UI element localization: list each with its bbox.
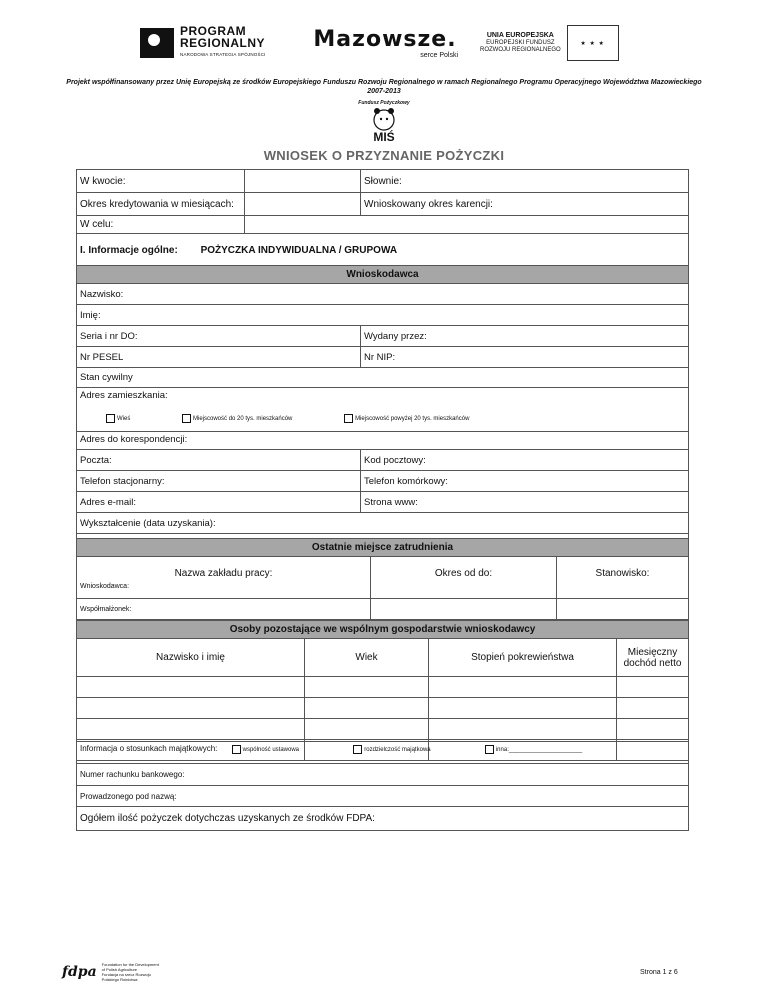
postal-code-field[interactable] [361,450,689,471]
household-name-cell[interactable] [77,698,305,719]
property-bank-table [76,741,689,831]
address-field[interactable] [77,388,689,432]
general-info-label: I. Informacje ogólne: [80,244,178,256]
email-label: Adres e-mail: [80,496,136,508]
col-income-line2: dochód netto [623,657,682,669]
fdpa-logo-text-1: Foundation for the Development [101,962,159,967]
mazowsze-logo [290,27,480,59]
household-name-cell[interactable] [77,677,305,698]
surname-field[interactable] [77,284,689,305]
amount-field[interactable] [245,170,361,193]
cb-village-label: Wieś [117,416,131,423]
loan-request-table [76,169,689,267]
household-band: Osoby pozostające we wspólnym gospodarstwie wnioskodawcy [77,621,689,639]
landline-field[interactable] [77,471,361,492]
amount-words-field[interactable] [361,170,689,193]
surname-label: Nazwisko: [80,288,124,300]
household-income-cell[interactable] [617,677,689,698]
name-label: Imię: [80,309,101,321]
held-under-field[interactable] [77,786,689,807]
program-logo-line1: PROGRAM [180,24,247,38]
marital-status-field[interactable] [77,368,689,388]
corr-address-label: Adres do korespondencji: [80,434,188,445]
household-table [76,620,689,761]
marital-status-label: Stan cywilny [80,372,133,383]
household-income-cell[interactable] [617,698,689,719]
amount-label: W kwocie: [77,170,245,193]
col-age: Wiek [305,639,429,677]
pesel-label: Nr PESEL [80,351,124,363]
household-name-cell[interactable] [77,719,305,740]
program-regionalny-logo [140,25,290,61]
www-label: Strona www: [364,496,418,508]
issued-by-label: Wydany przez: [364,330,427,342]
spouse-position-field[interactable] [557,599,689,620]
program-logo-line2: REGIONALNY [180,36,266,50]
fdpa-logo-mark: fdpa [62,964,97,980]
household-relation-cell[interactable] [429,677,617,698]
household-age-cell[interactable] [305,677,429,698]
program-flag-icon [140,28,174,58]
cb-other[interactable] [485,747,582,753]
page-title: WNIOSEK O PRZYZNANIE POŻYCZKI [263,148,505,163]
eu-logo [480,25,620,61]
col-name: Nazwisko i imię [77,639,305,677]
postal-code-label: Kod pocztowy: [364,454,426,466]
checkbox-icon [485,745,494,754]
period-field[interactable] [245,193,361,216]
checkbox-icon [232,745,241,754]
checkbox-icon [182,414,191,423]
cb-large-town[interactable] [344,416,469,422]
checkbox-icon [344,414,353,423]
mis-logo-name: MIŚ [373,130,395,144]
cb-small-town[interactable] [182,416,292,422]
fdpa-logo [62,962,159,982]
post-label: Poczta: [80,454,112,466]
id-doc-field[interactable] [77,326,361,347]
household-age-cell[interactable] [305,719,429,740]
locality-options [80,414,685,423]
table-row [77,698,689,719]
nip-label: Nr NIP: [364,351,396,363]
loans-total-label: Ogółem ilość pożyczek dotychczas uzyskanych ze środków FDPA: [80,813,375,824]
table-row [77,719,689,740]
cb-small-town-label: Miejscowość do 20 tys. mieszkańców [193,416,293,423]
name-field[interactable] [77,305,689,326]
fdpa-logo-text-4: Polskiego Rolnictwa [101,977,138,982]
fdpa-logo-text-3: Fundacja na rzecz Rozwoju [101,972,151,977]
page-number: Strona 1 z 6 [640,969,678,976]
col-income [617,639,689,677]
col-workplace: Nazwa zakładu pracy: [77,557,371,581]
fdpa-logo-text-2: of Polish Agriculture [101,967,138,972]
program-logo-line3: NARODOWA STRATEGIA SPÓJNOŚCI [180,52,266,57]
mazowsze-logo-sub: serce Polski [420,52,458,59]
grace-period-field[interactable] [361,193,689,216]
cb-joint-label: wspólność ustawowa [242,747,300,753]
col-relation: Stopień pokrewieństwa [429,639,617,677]
purpose-label: W celu: [77,216,245,234]
cb-joint[interactable] [232,747,299,753]
employment-band: Ostatnie miejsce zatrudnienia [77,539,689,557]
mazowsze-logo-main: Mazowsze. [313,27,457,52]
applicant-workplace-field[interactable] [77,581,371,599]
amount-words-label: Słownie: [364,175,402,187]
cb-other-label: inna:______________________ [495,747,583,753]
household-relation-cell[interactable] [429,698,617,719]
address-label: Adres zamieszkania: [80,390,168,401]
eu-flag-icon: ★ ★ ★ [567,25,619,61]
education-label: Wykształcenie (data uzyskania): [80,517,216,529]
applicant-period-field[interactable] [371,581,557,599]
project-note [60,78,708,96]
landline-label: Telefon stacjonarny: [80,475,165,487]
corr-address-field[interactable] [77,432,689,450]
grace-period-label: Wnioskowany okres karencji: [364,198,493,210]
eu-logo-line2: EUROPEJSKI FUNDUSZ [486,40,555,46]
applicant-table [76,265,689,555]
email-field[interactable] [77,492,361,513]
col-income-line1: Miesięczny [627,646,678,658]
property-row [77,742,689,764]
loan-type-label: POŻYCZKA INDYWIDUALNA / GRUPOWA [200,244,398,256]
project-note-years: 2007-2013 [367,88,401,95]
household-relation-cell[interactable] [429,719,617,740]
checkbox-icon [353,745,362,754]
mis-logo-arc: Fundusz Pożyczkowy [358,100,410,106]
row-spouse-label: Współmałżonek: [80,605,132,613]
household-age-cell[interactable] [305,698,429,719]
nip-field[interactable] [361,347,689,368]
pesel-field[interactable] [77,347,361,368]
post-field[interactable] [77,450,361,471]
table-row [77,677,689,698]
property-label: Informacja o stosunkach majątkowych: [80,744,218,753]
held-under-label: Prowadzonego pod nazwą: [80,791,177,801]
cb-separate-label: rozdzielczość majątkowa [364,747,431,753]
bank-account-label: Numer rachunku bankowego: [80,770,185,779]
id-doc-label: Seria i nr DO: [80,330,138,342]
spouse-workplace-field[interactable] [77,599,371,620]
period-label: Okres kredytowania w miesiącach: [77,193,245,216]
cb-village[interactable] [106,416,130,422]
household-income-cell[interactable] [617,719,689,740]
cb-separate[interactable] [353,747,430,753]
mobile-field[interactable] [361,471,689,492]
loans-total-field[interactable] [77,807,689,831]
col-period: Okres od do: [371,557,557,581]
employment-table [76,538,689,620]
eu-logo-line3: ROZWOJU REGIONALNEGO [480,47,561,53]
eu-logo-line1: UNIA EUROPEJSKA [486,32,554,39]
mis-logo [352,100,416,144]
applicant-band: Wnioskodawca [77,266,689,284]
issued-by-field[interactable] [361,326,689,347]
checkbox-icon [106,414,115,423]
general-info-row [77,234,689,267]
cb-large-town-label: Miejscowość powyżej 20 tys. mieszkańców [355,416,470,423]
www-field[interactable] [361,492,689,513]
row-applicant-label: Wnioskodawca: [80,582,130,590]
applicant-position-field[interactable] [557,581,689,599]
bank-account-field[interactable] [77,764,689,786]
header-logos [140,18,622,68]
mobile-label: Telefon komórkowy: [364,475,448,487]
education-field[interactable] [77,513,689,534]
purpose-field[interactable] [245,216,689,234]
col-position: Stanowisko: [557,557,689,581]
spouse-period-field[interactable] [371,599,557,620]
project-note-text: Projekt współfinansowany przez Unię Europejską ze środków Europejskiego Funduszu Rozwoju Regionalnego w ramach Regionalnego Programu Operacyjnego Województwa Mazowieckiego [66,79,702,86]
